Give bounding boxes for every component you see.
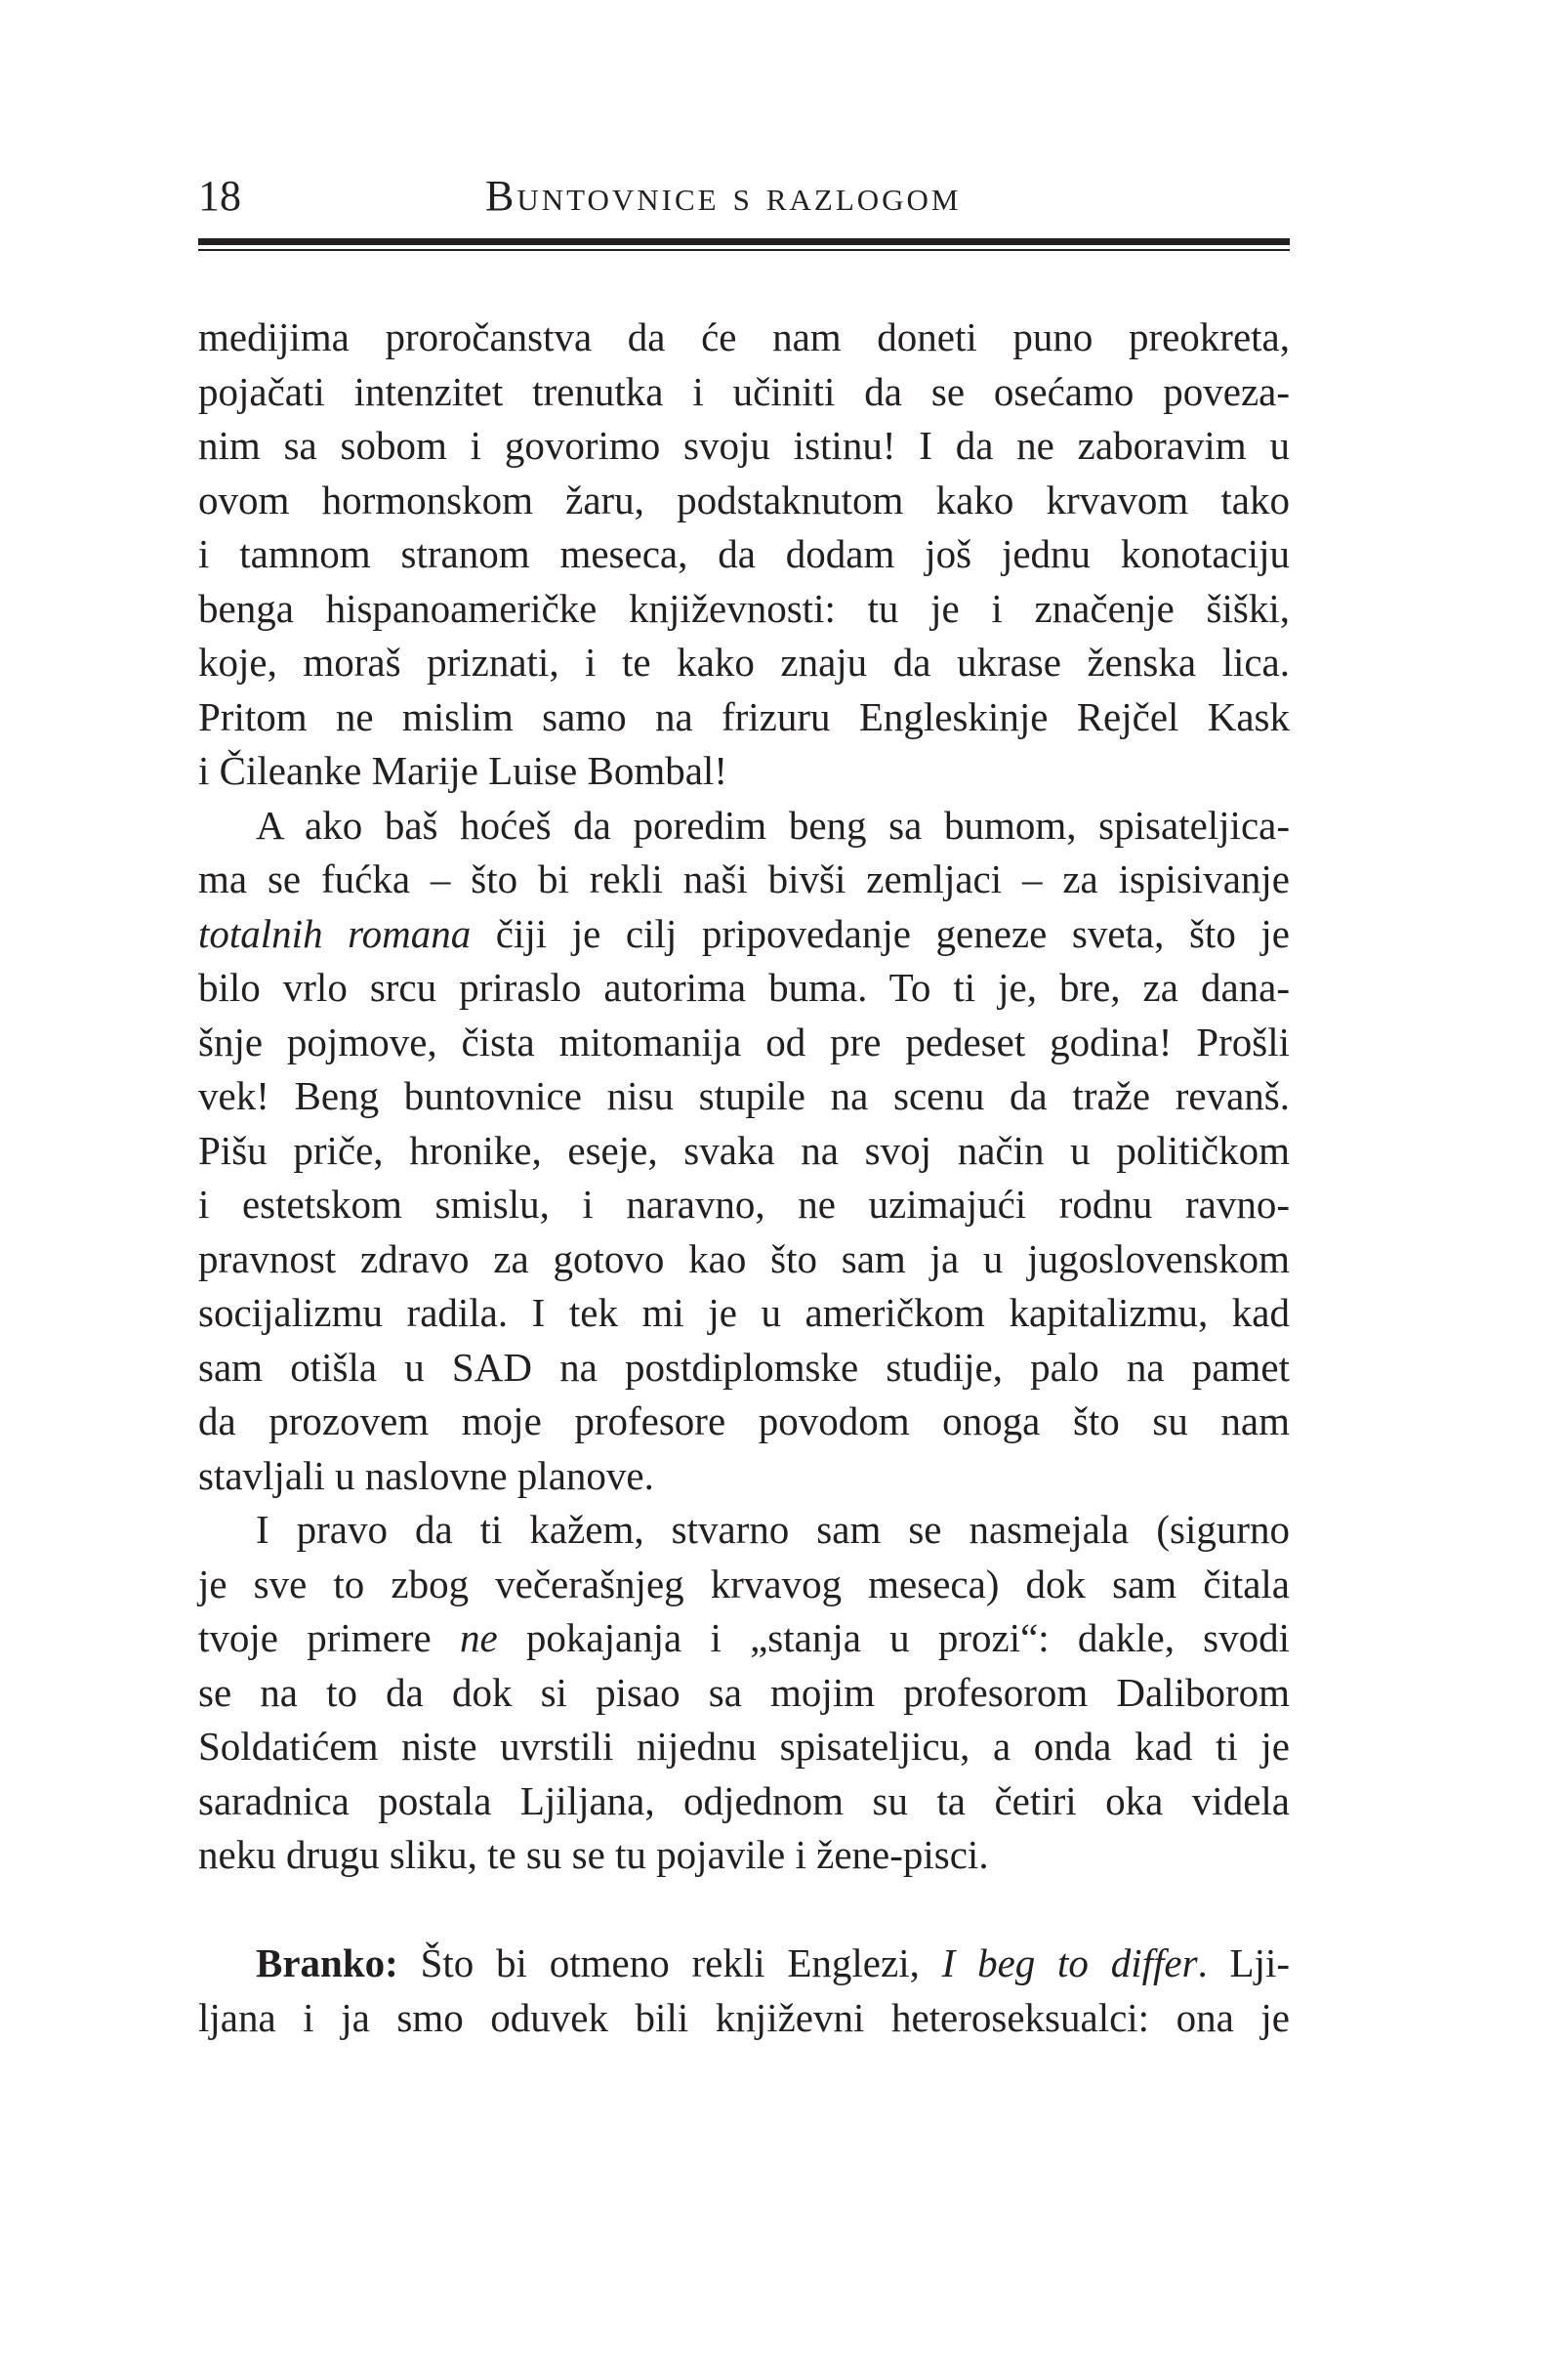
dialogue-paragraph: [198, 1937, 1290, 2045]
text-line: i Čileanke Marije Luise Bombal!: [198, 748, 727, 793]
text-line: stavljali u naslovne planove.: [198, 1452, 654, 1498]
text-line: ovom hormonskom žaru, podstaknutom kako krvavom tako: [198, 477, 1290, 522]
text-fragment: pokajanja i „stanja u prozi“: dakle, svodi: [525, 1615, 1291, 1660]
text-line: saradnica postala Ljiljana, odjednom su ta četiri oka videla: [198, 1777, 1290, 1823]
text-line: ma se fućka – što bi rekli naši bivši zemljaci – za ispisivanje: [198, 856, 1290, 901]
text-line: benga hispanoameričke književnosti: tu je i značenje šiški,: [198, 585, 1290, 631]
text-line: medijima proročanstva da će nam doneti puno preokreta,: [198, 314, 1290, 359]
text-line: da prozovem moje profesore povodom onoga što su nam: [198, 1398, 1290, 1443]
text-line: i estetskom smislu, i naravno, ne uzimajući rodnu ravno-: [198, 1182, 1290, 1227]
paragraph-3: [198, 1503, 1290, 1883]
text-line: vek! Beng buntovnice nisu stupile na scenu da traže revanš.: [198, 1073, 1290, 1118]
paragraph-1: [198, 311, 1290, 799]
header-rule-thick: [198, 238, 1290, 245]
text-fragment: tvoje primere: [198, 1615, 432, 1660]
paragraph-2: [198, 799, 1290, 1504]
text-line: [198, 1611, 1290, 1666]
italic-phrase: I beg to differ: [941, 1940, 1198, 1985]
text-line: bilo vrlo srcu priraslo autorima buma. To ti je, bre, za dana-: [198, 965, 1290, 1010]
text-line: sam otišla u SAD na postdiplomske studije, palo na pamet: [198, 1344, 1290, 1390]
text-line: socijalizmu radila. I tek mi je u američkom kapitalizmu, kad: [198, 1290, 1290, 1335]
running-title: Buntovnice s razlogom: [485, 172, 962, 220]
body-text: [198, 311, 1290, 2045]
text-line: pravnost zdravo za gotovo kao što sam ja u jugoslovenskom: [198, 1235, 1290, 1281]
text-line: Pišu priče, hronike, eseje, svaka na svoj način u političkom: [198, 1127, 1290, 1173]
italic-word: ne: [459, 1615, 498, 1660]
paragraph-spacer: [198, 1883, 1290, 1938]
text-line: Pritom ne mislim samo na frizuru Engleskinje Rejčel Kask: [198, 693, 1290, 739]
text-fragment: čiji je cilj pripovedanje geneze sveta, što je: [495, 910, 1290, 956]
text-line: A ako baš hoćeš da poredim beng sa bumom, spisateljica-: [256, 802, 1290, 848]
text-line: neku drugu sliku, te su se tu pojavile i žene-pisci.: [198, 1832, 989, 1877]
text-line: nim sa sobom i govorimo svoju istinu! I da ne zaboravim u: [198, 423, 1290, 468]
text-line: [198, 907, 1290, 962]
running-head: [198, 172, 1290, 221]
page-number: 18: [198, 172, 241, 220]
text-line: se na to da dok si pisao sa mojim profesorom Daliborom: [198, 1669, 1290, 1715]
text-fragment: Što bi otmeno rekli Englezi,: [420, 1940, 920, 1985]
text-line: je sve to zbog večerašnjeg krvavog meseca) dok sam čitala: [198, 1561, 1290, 1606]
italic-phrase: totalnih romana: [198, 910, 472, 956]
header-rule-thin: [198, 249, 1290, 251]
text-line: Soldatićem niste uvrstili nijednu spisateljicu, a onda kad ti je: [198, 1724, 1290, 1769]
text-line: I pravo da ti kažem, stvarno sam se nasmejala (sigurno: [256, 1507, 1290, 1552]
text-line: i tamnom stranom meseca, da dodam još jednu konotaciju: [198, 531, 1290, 576]
text-line: koje, moraš priznati, i te kako znaju da ukrase ženska lica.: [198, 640, 1290, 685]
text-line: [198, 1937, 1290, 1991]
text-line: šnje pojmove, čista mitomanija od pre pedeset godina! Prošli: [198, 1019, 1290, 1064]
speaker-name: Branko:: [256, 1940, 398, 1985]
text-line: ljana i ja smo oduvek bili književni heteroseksualci: ona je: [198, 1994, 1290, 2040]
text-line: pojačati intenzitet trenutka i učiniti da se osećamo poveza-: [198, 368, 1290, 414]
text-fragment: . Lji-: [1197, 1940, 1291, 1985]
